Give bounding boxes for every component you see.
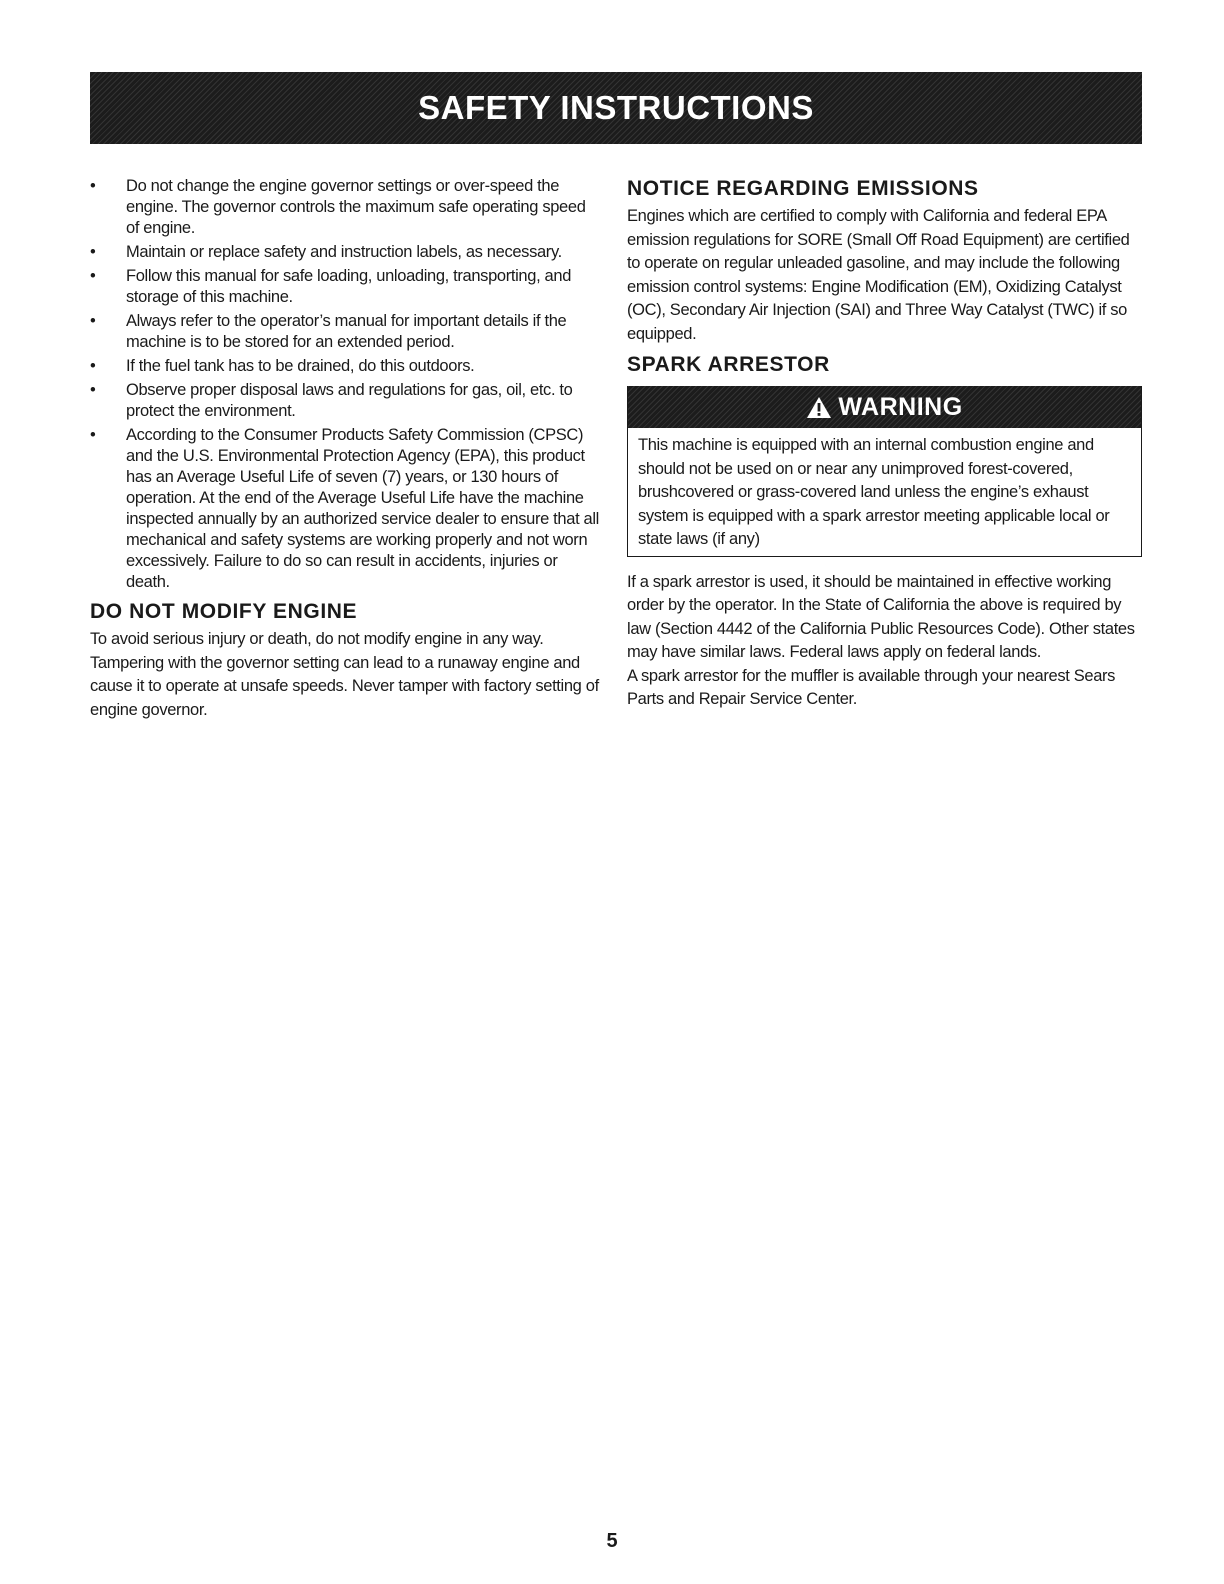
emissions-text: Engines which are certified to comply with California and federal EPA emission regulations for SORE (Small Off Road Equipment) are certified to operate on regular unleaded gasoline, and may include the following emission control systems: Engine Modification (EM), Oxidizing Catalyst (OC), Secondary Air Injection (SAI) and Three Way Catalyst (TWC) if so equipped. <box>627 207 1130 343</box>
bullet-text: Always refer to the operator’s manual for important details if the machine is to be stored for an extended period. <box>126 312 567 351</box>
bullet-text: Do not change the engine governor settings or over-speed the engine. The governor controls the maximum safe operating speed of engine. <box>126 177 586 237</box>
bullet-icon: • <box>90 177 96 195</box>
spark-arrestor-availability-text: A spark arrestor for the muffler is available through your nearest Sears Parts and Repair Service Center. <box>627 666 1116 708</box>
bullet-icon: • <box>90 426 96 444</box>
list-item <box>90 380 602 422</box>
bullet-icon: • <box>90 312 96 330</box>
emissions-heading: NOTICE REGARDING EMISSIONS <box>627 177 979 200</box>
modify-engine-text: To avoid serious injury or death, do not modify engine in any way. Tampering with the governor setting can lead to a runaway engine and cause it to operate at unsafe speeds. Never tamper with factory setting of engine governor. <box>90 630 599 719</box>
warning-triangle-icon <box>806 396 832 419</box>
warning-label: WARNING <box>838 392 963 421</box>
list-item <box>90 176 602 239</box>
safety-bullet-list <box>90 176 602 593</box>
list-item <box>90 311 602 353</box>
list-item <box>90 266 602 308</box>
bullet-icon: • <box>90 381 96 399</box>
warning-header <box>628 386 1141 428</box>
bullet-text: If the fuel tank has to be drained, do this outdoors. <box>126 357 475 375</box>
section-banner <box>90 72 1142 144</box>
list-item <box>90 425 602 593</box>
bullet-icon: • <box>90 357 96 375</box>
right-column <box>627 176 1142 712</box>
bullet-text: Maintain or replace safety and instruction labels, as necessary. <box>126 243 562 261</box>
list-item <box>90 242 602 263</box>
bullet-text: Observe proper disposal laws and regulations for gas, oil, etc. to protect the environment. <box>126 381 573 420</box>
warning-text: This machine is equipped with an internal combustion engine and should not be used on or near any unimproved forest-covered, brushcovered or grass-covered land unless the engine’s exhaust system is equipped with a spark arrestor meeting applicable local or state laws (if any) <box>638 436 1110 548</box>
list-item <box>90 356 602 377</box>
spark-arrestor-heading: SPARK ARRESTOR <box>627 353 830 376</box>
bullet-icon: • <box>90 267 96 285</box>
modify-engine-heading: DO NOT MODIFY ENGINE <box>90 600 358 623</box>
left-column <box>90 176 602 722</box>
warning-box <box>627 386 1142 557</box>
page-title: SAFETY INSTRUCTIONS <box>418 89 814 126</box>
bullet-text: According to the Consumer Products Safety Commission (CPSC) and the U.S. Environmental Protection Agency (EPA), this product has an Average Useful Life of seven (7) years, or 130 hours of operation. At the end of the Average Useful Life have the machine inspected annually by an authorized service dealer to ensure that all mechanical and safety systems are working properly and not worn excessively. Failure to do so can result in accidents, injuries or death. <box>126 426 599 591</box>
page-number: 5 <box>606 1530 618 1552</box>
bullet-icon: • <box>90 243 96 261</box>
spark-arrestor-text: If a spark arrestor is used, it should be maintained in effective working order by the operator. In the State of California the above is required by law (Section 4442 of the California Public Resources Code). Other states may have similar laws. Federal laws apply on federal lands. <box>627 572 1135 661</box>
bullet-text: Follow this manual for safe loading, unloading, transporting, and storage of this machine. <box>126 267 572 306</box>
